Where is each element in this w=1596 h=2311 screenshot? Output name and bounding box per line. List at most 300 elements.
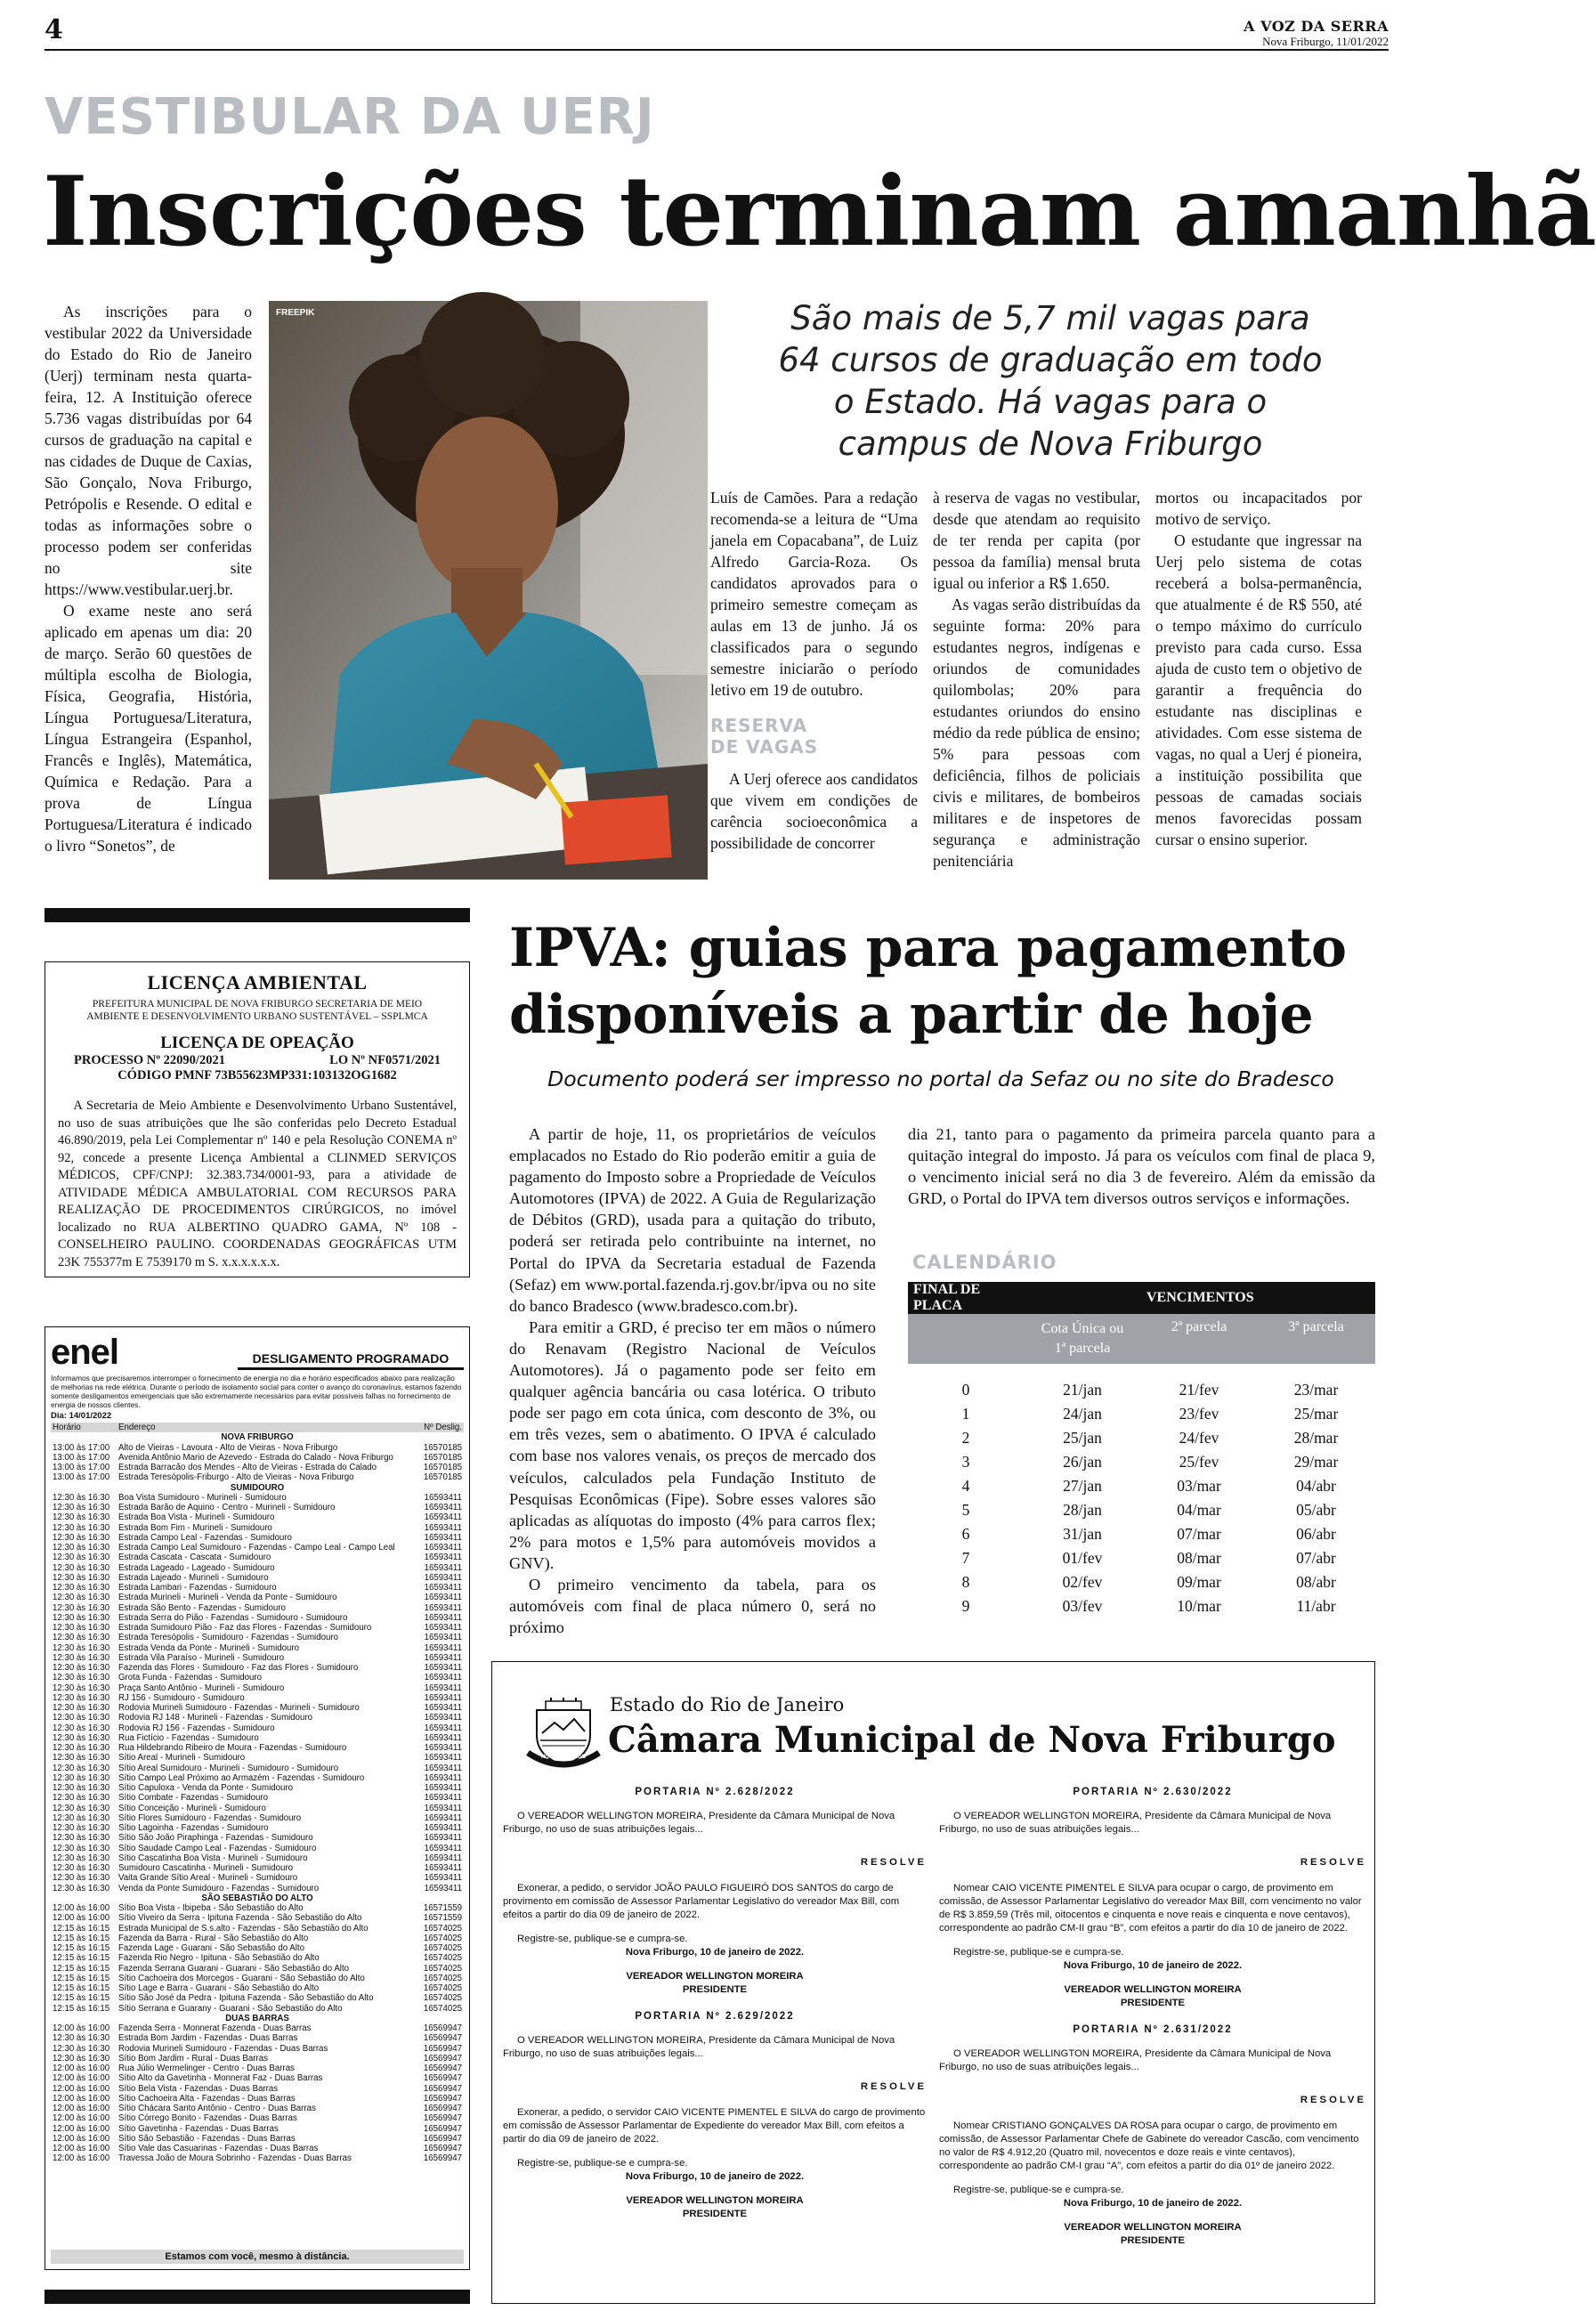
enel-row-hour: 12:15 às 16:15 [53, 2003, 110, 2014]
enel-row-hour: 12:30 às 16:30 [53, 1812, 110, 1823]
enel-row [51, 1533, 464, 1543]
cal-h-single: Cota Única ou 1ª parcela [1041, 1321, 1124, 1356]
enel-row-code: 16593411 [424, 1743, 462, 1753]
cal-single: 25/jan [1063, 1429, 1102, 1447]
header-rule [45, 49, 1389, 51]
enel-row-hour: 12:00 às 16:00 [53, 1913, 110, 1924]
cal-second: 25/fev [1179, 1453, 1219, 1471]
enel-row-address: Rodovia Murineli Sumidouro - Fazendas - Duas Barras [118, 2043, 328, 2054]
enel-row-address: Sítio São Sebastião - Fazendas - Duas Barras [118, 2133, 296, 2144]
enel-row [51, 1884, 464, 1893]
cal-single: 21/jan [1063, 1381, 1102, 1399]
enel-row-hour: 12:30 às 16:30 [53, 1633, 110, 1643]
enel-row-address: Sítio Lagoinha - Fazendas - Sumidouro [118, 1823, 269, 1833]
portaria-resolve: RESOLVE [1300, 2095, 1366, 2105]
enel-row-address: Sítio Bela Vista - Fazendas - Duas Barras [118, 2083, 279, 2094]
portaria-2631 [939, 2024, 1366, 2248]
enel-row-address: Sítio Cascatinha Boa Vista - Murineli - Sumidouro [118, 1853, 308, 1863]
enel-row-address: Fazenda das Flores - Sumidouro - Faz das Flores - Sumidouro [118, 1663, 359, 1673]
enel-col-hour: Horário [53, 1423, 81, 1432]
enel-row-code: 16569947 [423, 2073, 462, 2084]
portaria-role: PRESIDENTE [682, 2209, 748, 2219]
enel-row-address: Estrada Barão de Aquino - Centro - Murineli - Sumidouro [118, 1503, 336, 1512]
enel-row-hour: 12:15 às 16:15 [53, 1933, 110, 1943]
cal-plate: 5 [961, 1501, 970, 1519]
camara-box [491, 1661, 1375, 2304]
enel-row-hour: 12:00 às 16:00 [53, 2083, 110, 2094]
enel-row-address: Rodovia RJ 148 - Murineli - Fazendas - Sumidouro [118, 1713, 313, 1723]
enel-row-code: 16574025 [423, 1983, 462, 1993]
enel-row-code: 16570185 [423, 1442, 462, 1453]
enel-row-address: Estrada Lajeado - Murineli - Sumidouro [118, 1572, 269, 1583]
enel-row-address: RJ 156 - Sumidouro - Sumidouro [118, 1692, 245, 1703]
ipva-p3: O primeiro vencimento da tabela, para os automóveis com final de placa número 0, será no próximo [509, 1575, 876, 1637]
enel-row-code: 16593411 [424, 1543, 462, 1553]
enel-row-hour: 12:15 às 16:15 [53, 1983, 110, 1993]
licenca-process-row [58, 1053, 457, 1068]
enel-row-code: 16574025 [423, 1953, 462, 1964]
calendar-row [908, 1594, 1375, 1618]
enel-row-hour: 12:30 às 16:30 [53, 1873, 110, 1884]
enel-row-code: 16569947 [423, 2043, 462, 2054]
enel-row-hour: 12:30 às 16:30 [53, 1553, 110, 1563]
calendar-kicker: CALENDÁRIO [912, 1252, 1057, 1273]
enel-row [51, 1863, 464, 1873]
calendar-row [908, 1450, 1375, 1474]
enel-row [51, 1974, 464, 1983]
enel-row-address: Vaita Grande Sítio Areal - Murineli - Sumidouro [118, 1873, 298, 1884]
enel-row-code: 16593411 [424, 1623, 462, 1633]
enel-row [51, 2153, 464, 2163]
enel-row-hour: 12:00 às 16:00 [53, 2123, 110, 2134]
enel-row-code: 16593411 [424, 1713, 462, 1723]
enel-section-row [51, 1432, 464, 1442]
enel-row [51, 1993, 464, 2003]
enel-row-code: 16569947 [423, 2053, 462, 2064]
enel-row-hour: 12:30 às 16:30 [53, 1853, 110, 1863]
enel-row [51, 1512, 464, 1522]
cal-second: 10/mar [1177, 1597, 1221, 1615]
portaria-role: PRESIDENTE [1120, 1998, 1186, 2008]
uerj-col1-p2: O exame neste ano será aplicado em apenas um dia: 20 de março. Serão 60 questões de múltipla escolha de Biologia, Física, Geografia, História, Língua Portuguesa/Literatura, Língua Estrangeira (Espanhol, Francês e Inglês), Matemática, Química e Redação. Para a prova de Língua Portuguesa/Literatura é indicado o livro “Sonetos”, de [45, 602, 252, 855]
enel-row-address: Sítio Córrego Bonito - Fazendas - Duas Barras [118, 2113, 297, 2124]
enel-row-hour: 12:30 às 16:30 [53, 1753, 110, 1764]
cal-h-third: 3ª parcela [1288, 1319, 1344, 1334]
enel-row-address: Sumidouro Cascatinha - Murineli - Sumidouro [118, 1863, 293, 1873]
cal-second: 09/mar [1177, 1573, 1221, 1591]
enel-row-address: Estrada Murineli - Murineli - Venda da Ponte - Sumidouro [118, 1593, 337, 1603]
enel-row-hour: 12:00 às 16:00 [53, 2064, 110, 2073]
cal-third: 29/mar [1293, 1453, 1339, 1471]
enel-row [51, 1633, 464, 1642]
cal-single: 26/jan [1063, 1453, 1102, 1471]
enel-row-code: 16593411 [424, 1602, 462, 1613]
enel-row-address: Fazenda Serrana Guarani - Guarani - São Sebastião do Alto [118, 1963, 350, 1974]
uerj-col2-p1: Luís de Camões. Para a redação recomenda-se a leitura de “Uma janela em Copacabana”, de Luiz Alfredo Garcia-Roza. Os candidatos aprovados para o primeiro semestre começam as aulas em 13 de junho. Já os classificados para o segundo semestre iniciarão o período letivo em 19 de outubro. [710, 489, 918, 699]
enel-row [51, 1924, 464, 1934]
enel-row-address: Fazenda Rio Negro - Ipituna - São Sebastião do Alto [118, 1953, 320, 1964]
enel-row-hour: 12:00 às 16:00 [53, 2144, 110, 2153]
portaria-intro: O VEREADOR WELLINGTON MOREIRA, Presidente da Câmara Municipal de Nova Friburgo, no uso de suas atribuições legais... [503, 2035, 895, 2059]
cal-spacer-top [1024, 1282, 1141, 1314]
enel-row-hour: 12:30 às 16:30 [53, 1703, 110, 1713]
calendar-row [908, 1378, 1375, 1402]
enel-col-code: Nº Deslig. [424, 1423, 462, 1432]
enel-row-code: 16574025 [423, 1943, 462, 1953]
enel-row-address: Estrada Venda da Ponte - Murineli - Sumidouro [118, 1642, 300, 1653]
enel-row-address: Rua Fictício - Fazendas - Sumidouro [118, 1732, 259, 1743]
licenca-box [45, 961, 470, 1277]
cal-plate: 3 [961, 1453, 970, 1471]
enel-row [51, 1793, 464, 1803]
enel-row-code: 16593411 [424, 1883, 462, 1893]
licenca-codigo: CÓDIGO PMNF 73B55623MP331:103132OG1682 [117, 1068, 397, 1083]
portaria-body: Exonerar, a pedido, o servidor CAIO VICENTE PIMENTEL E SILVA do cargo de provimento em comissão de Assessor Parlamentar de Expediente do vereador Max Bill, com efeitos a partir do dia 09 de janeiro de 2022. [503, 2107, 926, 2145]
enel-row-address: Estrada Serra do Pião - Fazendas - Sumidouro - Sumidouro [118, 1612, 348, 1623]
enel-row [51, 1753, 464, 1763]
enel-rows [51, 1432, 464, 2163]
enel-row-hour: 12:15 às 16:15 [53, 1963, 110, 1974]
portaria-2629 [503, 2011, 927, 2221]
enel-row-hour: 12:00 às 16:00 [53, 2104, 110, 2113]
enel-row-code: 16593411 [424, 1763, 462, 1773]
enel-row-address: Estrada Lambari - Fazendas - Sumidouro [118, 1583, 277, 1593]
enel-row-hour: 12:30 às 16:30 [53, 1503, 110, 1512]
enel-row [51, 1523, 464, 1533]
enel-section-row [51, 1483, 464, 1493]
ipva-headline: IPVA: guias para pagamento disponíveis a partir de hoje [509, 917, 1347, 1046]
enel-row-code: 16569947 [423, 2033, 462, 2044]
enel-row-hour: 13:00 às 17:00 [53, 1452, 110, 1463]
enel-row-hour: 12:30 às 16:30 [53, 1492, 110, 1503]
enel-row-address: Sítio Serrana e Guarany - Guarani - São Sebastião do Alto [118, 2003, 343, 2014]
enel-section-label: SUMIDOURO [230, 1482, 285, 1493]
enel-row-hour: 12:30 às 16:30 [53, 1652, 110, 1663]
calendar-table-wrap [908, 1282, 1375, 1618]
calendar-row [908, 1474, 1375, 1498]
uerj-subhead: São mais de 5,7 mil vagas para 64 cursos de graduação em todo o Estado. Há vagas para o campus de Nova Friburgo [778, 299, 1323, 463]
portaria-2628 [503, 1787, 927, 1997]
portaria-intro: O VEREADOR WELLINGTON MOREIRA, Presidente da Câmara Municipal de Nova Friburgo, no uso de suas atribuições legais... [503, 1811, 895, 1835]
calendar-row [908, 1498, 1375, 1522]
enel-row-address: Estrada Sumidouro Pião - Faz das Flores - Fazendas - Sumidouro [118, 1623, 372, 1633]
enel-row [51, 1964, 464, 1974]
enel-row [51, 1703, 464, 1713]
enel-row [51, 2134, 464, 2144]
cal-single: 28/jan [1063, 1501, 1102, 1519]
enel-row-address: Travessa João de Moura Sobrinho - Fazendas - Duas Barras [118, 2153, 352, 2164]
enel-row-hour: 12:30 às 16:30 [53, 1532, 110, 1543]
enel-row-hour: 12:30 às 16:30 [53, 1743, 110, 1753]
enel-row-code: 16593411 [424, 1863, 462, 1873]
enel-row-hour: 12:30 às 16:30 [53, 1612, 110, 1623]
enel-row-hour: 12:30 às 16:30 [53, 1692, 110, 1703]
enel-row-hour: 12:30 às 16:30 [53, 1723, 110, 1733]
enel-row-hour: 12:30 às 16:30 [53, 2033, 110, 2044]
enel-row-hour: 12:30 às 16:30 [53, 1823, 110, 1833]
enel-row-code: 16569947 [423, 2144, 462, 2153]
cal-plate: 4 [961, 1477, 970, 1495]
portaria-signature: VEREADOR WELLINGTON MOREIRA [1064, 2222, 1242, 2233]
enel-row-address: Venda da Ponte Sumidouro - Fazendas - Sumidouro [118, 1883, 320, 1893]
cal-h-plate: FINAL DE PLACA [913, 1282, 981, 1313]
cal-plate: 8 [961, 1573, 970, 1591]
enel-row-hour: 12:30 às 16:30 [53, 1763, 110, 1773]
portaria-role: PRESIDENTE [682, 1984, 748, 1995]
cal-third: 07/abr [1296, 1549, 1336, 1567]
cal-third: 25/mar [1293, 1405, 1339, 1423]
photo-credit: FREEPIK [276, 308, 315, 318]
enel-row-address: Fazenda Lage - Guarani - São Sebastião do Alto [118, 1943, 304, 1953]
cal-third: 08/abr [1296, 1573, 1336, 1591]
enel-row [51, 2124, 464, 2134]
enel-row-hour: 12:15 às 16:15 [53, 1973, 110, 1983]
enel-row [51, 1593, 464, 1602]
enel-row-hour: 12:15 às 16:15 [53, 1993, 110, 2004]
enel-row-code: 16593411 [424, 1823, 462, 1833]
enel-row-hour: 12:00 às 16:00 [53, 2113, 110, 2124]
enel-row [51, 1463, 464, 1472]
cal-h-due: VENCIMENTOS [1146, 1290, 1254, 1305]
enel-row-code: 16593411 [424, 1492, 462, 1503]
enel-row [51, 1804, 464, 1813]
enel-row-code: 16593411 [424, 1522, 462, 1533]
portaria-register: Registre-se, publique-se e cumpra-se. [517, 2158, 688, 2169]
enel-row-hour: 12:30 às 16:30 [53, 1602, 110, 1613]
enel-row-address: Sítio Gavetinha - Fazendas - Duas Barras [118, 2123, 279, 2134]
cal-third: 05/abr [1296, 1501, 1336, 1519]
cal-third: 28/mar [1293, 1429, 1339, 1447]
portaria-signature: VEREADOR WELLINGTON MOREIRA [1064, 1984, 1242, 1995]
enel-row-address: Sítio Areal - Murineli - Sumidouro [118, 1753, 246, 1764]
enel-row-code: 16570185 [423, 1463, 462, 1472]
portaria-register: Registre-se, publique-se e cumpra-se. [517, 1934, 688, 1944]
cal-single: 03/fev [1062, 1597, 1103, 1615]
enel-row [51, 1983, 464, 1993]
uerj-col3-p2: As vagas serão distribuídas da seguinte forma: 20% para estudantes negros, indígenas e oriundos de comunidades quilombolas; 20% para estudantes oriundos do ensino médio da rede pública de ensino; 5% para pessoas com deficiência, filhos de policiais civis e militares, de bombeiros militares e de inspetores de segurança e administração penitenciária [933, 596, 1140, 870]
enel-row-address: Sítio Boa Vista - Ibipeba - São Sebastião do Alto [118, 1903, 304, 1913]
enel-box [45, 1326, 470, 2270]
enel-row-address: Rodovia RJ 156 - Fazendas - Sumidouro [118, 1723, 275, 1733]
enel-table [51, 1423, 464, 2164]
enel-row-code: 16593411 [424, 1812, 462, 1823]
enel-row-code: 16593411 [424, 1793, 462, 1804]
enel-row-code: 16574025 [423, 1993, 462, 2004]
portaria-date: Nova Friburgo, 10 de janeiro de 2022. [1063, 1960, 1243, 1971]
enel-row-code: 16569947 [423, 2113, 462, 2124]
enel-row-hour: 12:15 às 16:15 [53, 1923, 110, 1934]
calendar-row [908, 1570, 1375, 1594]
enel-row-code: 16593411 [424, 1532, 462, 1543]
cal-third: 23/mar [1293, 1381, 1339, 1399]
enel-row-address: Sítio Cachoeira Alta - Fazendas - Duas Barras [118, 2093, 296, 2104]
enel-row-address: Sítio Chácara Santo Antônio - Centro - Duas Barras [118, 2104, 316, 2113]
enel-row-address: Sítio Lage e Barra - Guarani - São Sebastião do Alto [118, 1983, 320, 1993]
enel-row-address: Estrada Campo Leal - Fazendas - Sumidouro [118, 1532, 292, 1543]
enel-row-hour: 12:30 às 16:30 [53, 1883, 110, 1893]
cal-single: 01/fev [1062, 1549, 1103, 1567]
enel-row-code: 16593411 [424, 1663, 462, 1673]
enel-row-code: 16574025 [423, 1973, 462, 1983]
enel-row-address: Estrada Municipal de S.s.alto - Fazendas - São Sebastião do Alto [118, 1923, 369, 1934]
left-column-top-rule [45, 908, 470, 922]
enel-row-address: Estrada Teresópolis - Sumidouro - Fazendas - Sumidouro [118, 1633, 338, 1643]
enel-row-address: Estrada Bom Fim - Murineli - Sumidouro [118, 1522, 272, 1533]
cal-spacer-row [908, 1364, 1375, 1378]
camara-title: Câmara Municipal de Nova Friburgo [608, 1719, 1336, 1761]
portaria-column-left [503, 1787, 927, 2221]
enel-row-hour: 12:30 às 16:30 [53, 1512, 110, 1523]
enel-row-hour: 12:30 às 16:30 [53, 1572, 110, 1583]
enel-row-address: Sítio Viveiro da Serra - Ipituna Fazenda - São Sebastião do Alto [118, 1913, 362, 1924]
enel-row [51, 1823, 464, 1833]
enel-row [51, 1713, 464, 1723]
enel-row [51, 1764, 464, 1773]
portaria-resolve: RESOLVE [860, 1857, 927, 1868]
uerj-col-1 [45, 301, 252, 856]
portaria-title: PORTARIA Nº 2.630/2022 [1073, 1787, 1233, 1797]
enel-row-code: 16593411 [424, 1633, 462, 1643]
uerj-col4-p2: O estudante que ingressar na Uerj pelo sistema de cotas receberá a bolsa-permanência, que atualmente é de R$ 550, até o tempo máximo do currículo previsto para cada curso. Essa ajuda de custo tem o objetivo de garantir a frequência do estudante nas disciplinas e atividades. Com esse sistema de vagas, no qual a Uerj é pioneira, a instituição possibilita que pessoas de camadas sociais menos favorecidas possam cursar o ensino superior. [1155, 531, 1362, 848]
cal-single: 24/jan [1063, 1405, 1102, 1423]
enel-row [51, 1493, 464, 1503]
enel-row [51, 1643, 464, 1653]
enel-row [51, 1663, 464, 1673]
enel-col-addr: Endereço [118, 1423, 156, 1432]
portaria-role: PRESIDENTE [1120, 2235, 1186, 2246]
enel-row-hour: 12:30 às 16:30 [53, 1543, 110, 1553]
enel-row [51, 2094, 464, 2104]
enel-row-code: 16593411 [424, 1732, 462, 1743]
enel-row [51, 1693, 464, 1703]
ipva-p1: A partir de hoje, 11, os proprietários de veículos emplacados no Estado do Rio poderão emitir a guia de pagamento do Imposto sobre a Propriedade de Veículos Automotores (IPVA) de 2022. A Guia de Regularização de Débitos (GRD), usada para a quitação do tributo, poderá ser retirada pelo contribuinte na internet, no Portal do IPVA da Secretaria estadual de Fazenda (Sefaz) em www.portal.fazenda.rj.gov.br/ipva ou no site do banco Bradesco (www.bradesco.com.br). [509, 1125, 876, 1315]
enel-row-hour: 12:30 às 16:30 [53, 1793, 110, 1804]
enel-row-address: Praça Santo Antônio - Murineli - Sumidouro [118, 1683, 285, 1693]
cal-plate: 2 [961, 1429, 970, 1447]
enel-row [51, 1543, 464, 1553]
enel-row [51, 1623, 464, 1633]
licenca-lo: LO Nº NF0571/2021 [329, 1053, 441, 1067]
enel-row-hour: 13:00 às 17:00 [53, 1472, 110, 1483]
enel-row-address: Estrada Lageado - Lageado - Sumidouro [118, 1562, 275, 1573]
enel-row-address: Avenida Antônio Mario de Azevedo - Estrada do Calado - Nova Friburgo [118, 1452, 393, 1463]
enel-intro: Informamos que precisaremos interromper o fornecimento de energia no dia e horário especificados abaixo para realização de melhorias na rede elétrica. Durante o período de isolamento social para conter o avanço do coronavírus, estamos fazendo somente desligamentos emergenciais que são extremamente necessários para evitar possíveis falhas no fornecimento de energia de nossos clientes. [51, 1374, 462, 1409]
enel-row [51, 1913, 464, 1923]
portaria-intro: O VEREADOR WELLINGTON MOREIRA, Presidente da Câmara Municipal de Nova Friburgo, no uso de suas atribuições legais... [939, 2048, 1332, 2072]
enel-row [51, 1653, 464, 1663]
enel-row-hour: 12:00 às 16:00 [53, 1903, 110, 1913]
cal-plate: 6 [961, 1525, 970, 1543]
enel-row [51, 1613, 464, 1623]
enel-row-address: Grota Funda - Fazendas - Sumidouro [118, 1673, 262, 1683]
portaria-title: PORTARIA Nº 2.629/2022 [635, 2011, 795, 2022]
enel-row-hour: 12:30 às 16:30 [53, 1593, 110, 1603]
enel-row [51, 1553, 464, 1562]
enel-row-hour: 12:00 às 16:00 [53, 2073, 110, 2084]
portaria-date: Nova Friburgo, 10 de janeiro de 2022. [625, 1947, 805, 1958]
enel-row [51, 1934, 464, 1943]
cal-second: 08/mar [1177, 1549, 1221, 1567]
enel-row-code: 16593411 [424, 1753, 462, 1764]
portaria-title: PORTARIA Nº 2.631/2022 [1073, 2024, 1233, 2035]
enel-row-code: 16593411 [424, 1562, 462, 1573]
enel-row-address: Fazenda Serra - Monnerat Fazenda - Duas Barras [118, 2023, 312, 2033]
enel-row-address: Estrada Vila Paraíso - Murineli - Sumidouro [118, 1652, 285, 1663]
portaria-body: Exonerar, a pedido, o servidor JOÃO PAULO FIGUEIRÓ DOS SANTOS do cargo de provimento em comissão de Assessor Parlamentar Legislativo do vereador Max Bill, com efeitos a partir do dia 09 de janeiro de 2022. [503, 1883, 900, 1920]
enel-row [51, 1813, 464, 1823]
cal-third: 06/abr [1296, 1525, 1336, 1543]
enel-row-hour: 12:30 às 16:30 [53, 1843, 110, 1853]
enel-row-hour: 12:30 às 16:30 [53, 2043, 110, 2054]
portaria-body: Nomear CAIO VICENTE PIMENTEL E SILVA para ocupar o cargo, de provimento em comissão, de Assessor Parlamentar Legislativo do vereador Max Bill, com vencimento no valor de R$ 3.859,59 (Três mil, oitocentos e cinquenta e nove reais e cinquenta e nove centavos), correspondente ao padrão CM-II grau “B”, com efeitos a partir do dia 10 de janeiro de 2022. [939, 1883, 1362, 1934]
enel-row-code: 16593411 [424, 1772, 462, 1783]
cal-single: 31/jan [1063, 1525, 1102, 1543]
enel-row-hour: 12:30 às 16:30 [53, 1562, 110, 1573]
enel-row-hour: 12:00 às 16:00 [53, 2023, 110, 2033]
enel-row-code: 16593411 [424, 1583, 462, 1593]
enel-row-code: 16574025 [423, 1963, 462, 1974]
enel-row [51, 1833, 464, 1843]
enel-row-hour: 12:15 às 16:15 [53, 1953, 110, 1964]
enel-row [51, 1844, 464, 1853]
cal-h-blank [908, 1314, 1024, 1364]
enel-row-code: 16569947 [423, 2023, 462, 2033]
enel-row-code: 16593411 [424, 1803, 462, 1813]
enel-row-hour: 12:30 às 16:30 [53, 1663, 110, 1673]
newspaper-name: A VOZ DA SERRA [1244, 18, 1389, 35]
uerj-col3-p1: à reserva de vagas no vestibular, desde que atendam ao requisito de ter renda per capita (por pessoa da família) mensal bruta igual ou inferior a R$ 1.650. [933, 489, 1140, 592]
enel-section-row [51, 1893, 464, 1903]
enel-row-code: 16569947 [423, 2153, 462, 2164]
enel-row-hour: 12:00 às 16:00 [53, 2153, 110, 2164]
enel-row-code: 16569947 [423, 2093, 462, 2104]
enel-footer: Estamos com você, mesmo à distância. [51, 2250, 464, 2264]
enel-row [51, 2023, 464, 2033]
portaria-resolve: RESOLVE [860, 2081, 927, 2092]
enel-row [51, 1723, 464, 1733]
ipva-p2: Para emitir a GRD, é preciso ter em mãos o número do Renavam (Registro Nacional de Veículos Automotores). Já o pagamento pode ser feito em qualquer agência bancária ou casa lotérica. O tributo pode ser pago em cota única, com desconto de 3%, ou em três vezes, sem o abatimento. O IPVA é calculado com base nos valores venais, os preços de mercado dos veículos, calculados pela Fundação Instituto de Pesquisas Econômicas (Fipe). Sobre esses valores são aplicadas as alíquotas do imposto (4% para carros flex; 2% para motos e 1,5% para automóveis movidos a GNV). [509, 1318, 876, 1572]
enel-row [51, 1903, 464, 1913]
enel-row-hour: 12:30 às 16:30 [53, 1803, 110, 1813]
enel-row-hour: 12:30 às 16:30 [53, 1642, 110, 1653]
cal-single: 02/fev [1062, 1573, 1103, 1591]
enel-row-code: 16593411 [424, 1553, 462, 1563]
enel-row-hour: 12:30 às 16:30 [53, 1732, 110, 1743]
portaria-title: PORTARIA Nº 2.628/2022 [635, 1787, 795, 1797]
enel-row [51, 2073, 464, 2083]
enel-row [51, 1783, 464, 1793]
enel-row-address: Rua Hildebrando Ribeiro de Moura - Fazendas - Sumidouro [118, 1743, 347, 1753]
enel-row-address: Estrada Boa Vista - Murineli - Sumidouro [118, 1512, 275, 1523]
ipva-subhead: Documento poderá ser impresso no portal da Sefaz ou no site do Bradesco [547, 1066, 1334, 1091]
enel-row-hour: 12:30 às 16:30 [53, 1783, 110, 1793]
enel-row-code: 16593411 [424, 1843, 462, 1853]
camara-state: Estado do Rio de Janeiro [610, 1694, 845, 1715]
enel-row-code: 16593411 [424, 1833, 462, 1844]
enel-section-row [51, 2014, 464, 2023]
enel-day: Dia: 14/01/2022 [51, 1411, 112, 1421]
uerj-headline: Inscrições terminam amanhã [43, 156, 1596, 268]
enel-row [51, 1773, 464, 1783]
calendar-rows [908, 1364, 1375, 1618]
enel-row-address: Sítio Alto da Gavetinha - Monnerat Faz - Duas Barras [118, 2073, 323, 2084]
cal-second: 23/fev [1179, 1405, 1219, 1423]
enel-row-code: 16593411 [424, 1673, 462, 1683]
enel-row-code: 16569947 [423, 2133, 462, 2144]
enel-row-code: 16570185 [423, 1452, 462, 1463]
enel-row-hour: 12:00 às 16:00 [53, 2133, 110, 2144]
ipva-col-2 [908, 1123, 1375, 1209]
